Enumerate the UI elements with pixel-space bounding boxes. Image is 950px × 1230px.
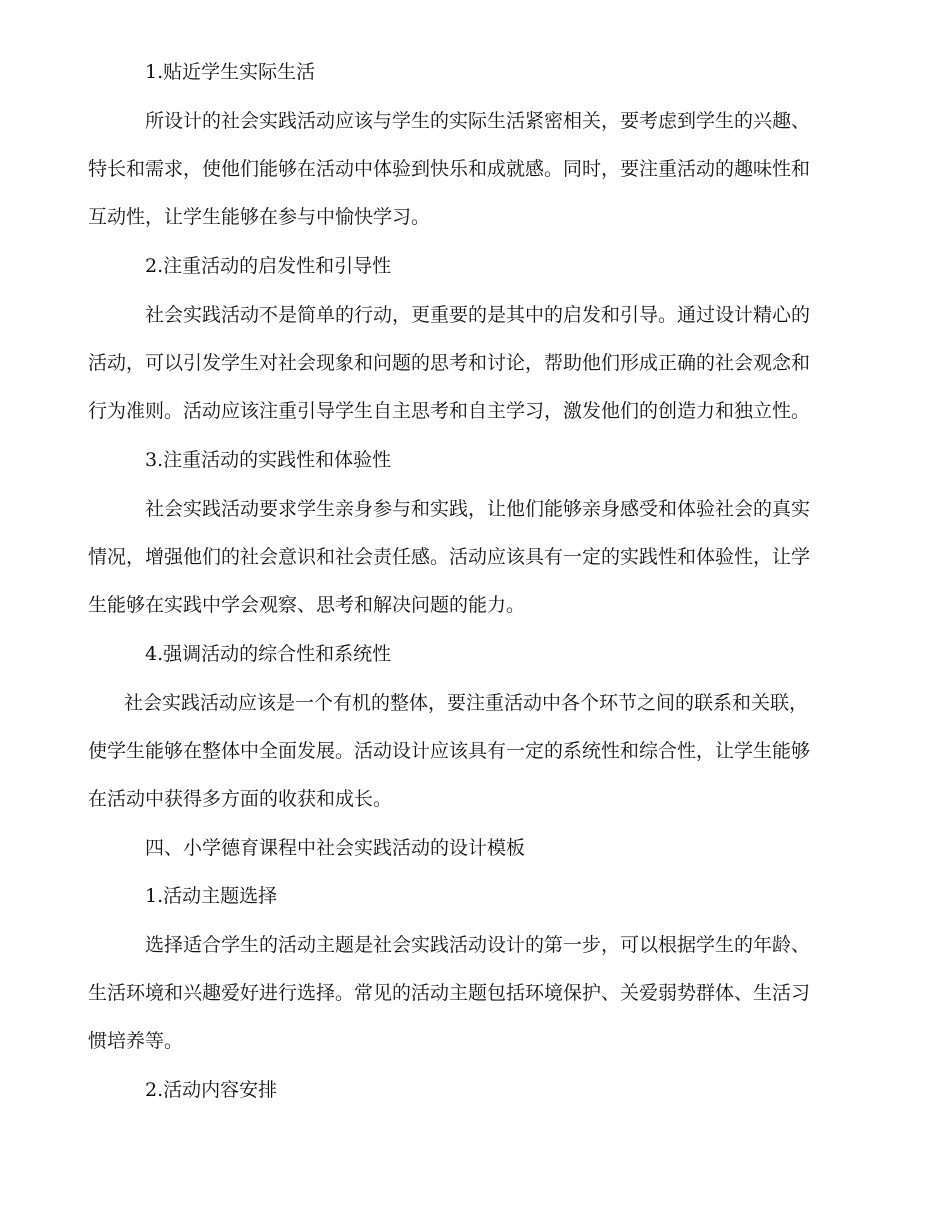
heading-4: 4.强调活动的综合性和系统性: [145, 643, 392, 665]
paragraph-line: 行为准则。活动应该注重引导学生自主思考和自主学习，激发他们的创造力和独立性。: [88, 400, 811, 422]
paragraph-line: 所设计的社会实践活动应该与学生的实际生活紧密相关，要考虑到学生的兴趣、: [145, 110, 811, 132]
paragraph-line: 惯培养等。: [88, 1030, 184, 1052]
paragraph-line: 互动性，让学生能够在参与中愉快学习。: [88, 206, 431, 228]
paragraph-line: 社会实践活动不是简单的行动，更重要的是其中的启发和引导。通过设计精心的: [145, 304, 811, 326]
paragraph-line: 使学生能够在整体中全面发展。活动设计应该具有一定的系统性和综合性，让学生能够: [88, 740, 811, 762]
paragraph-line: 特长和需求，使他们能够在活动中体验到快乐和成就感。同时，要注重活动的趣味性和: [88, 158, 811, 180]
paragraph-line: 在活动中获得多方面的收获和成长。: [88, 788, 393, 810]
paragraph-line: 生能够在实践中学会观察、思考和解决问题的能力。: [88, 594, 526, 616]
heading-3: 3.注重活动的实践性和体验性: [145, 449, 392, 471]
paragraph-line: 生活环境和兴趣爱好进行选择。常见的活动主题包括环境保护、关爱弱势群体、生活习: [88, 982, 811, 1004]
heading-2: 2.注重活动的启发性和引导性: [145, 255, 392, 277]
paragraph-line: 情况，增强他们的社会意识和社会责任感。活动应该具有一定的实践性和体验性，让学: [88, 546, 811, 568]
paragraph-line: 社会实践活动应该是一个有机的整体，要注重活动中各个环节之间的联系和关联，: [124, 692, 809, 714]
paragraph-line: 选择适合学生的活动主题是社会实践活动设计的第一步，可以根据学生的年龄、: [145, 934, 811, 956]
paragraph-line: 社会实践活动要求学生亲身参与和实践，让他们能够亲身感受和体验社会的真实: [145, 498, 811, 520]
heading-1: 1.贴近学生实际生活: [145, 61, 316, 83]
subheading-2: 2.活动内容安排: [145, 1079, 278, 1101]
section-heading: 四、小学德育课程中社会实践活动的设计模板: [145, 837, 526, 859]
paragraph-line: 活动，可以引发学生对社会现象和问题的思考和讨论，帮助他们形成正确的社会观念和: [88, 352, 811, 374]
subheading-1: 1.活动主题选择: [145, 885, 278, 907]
